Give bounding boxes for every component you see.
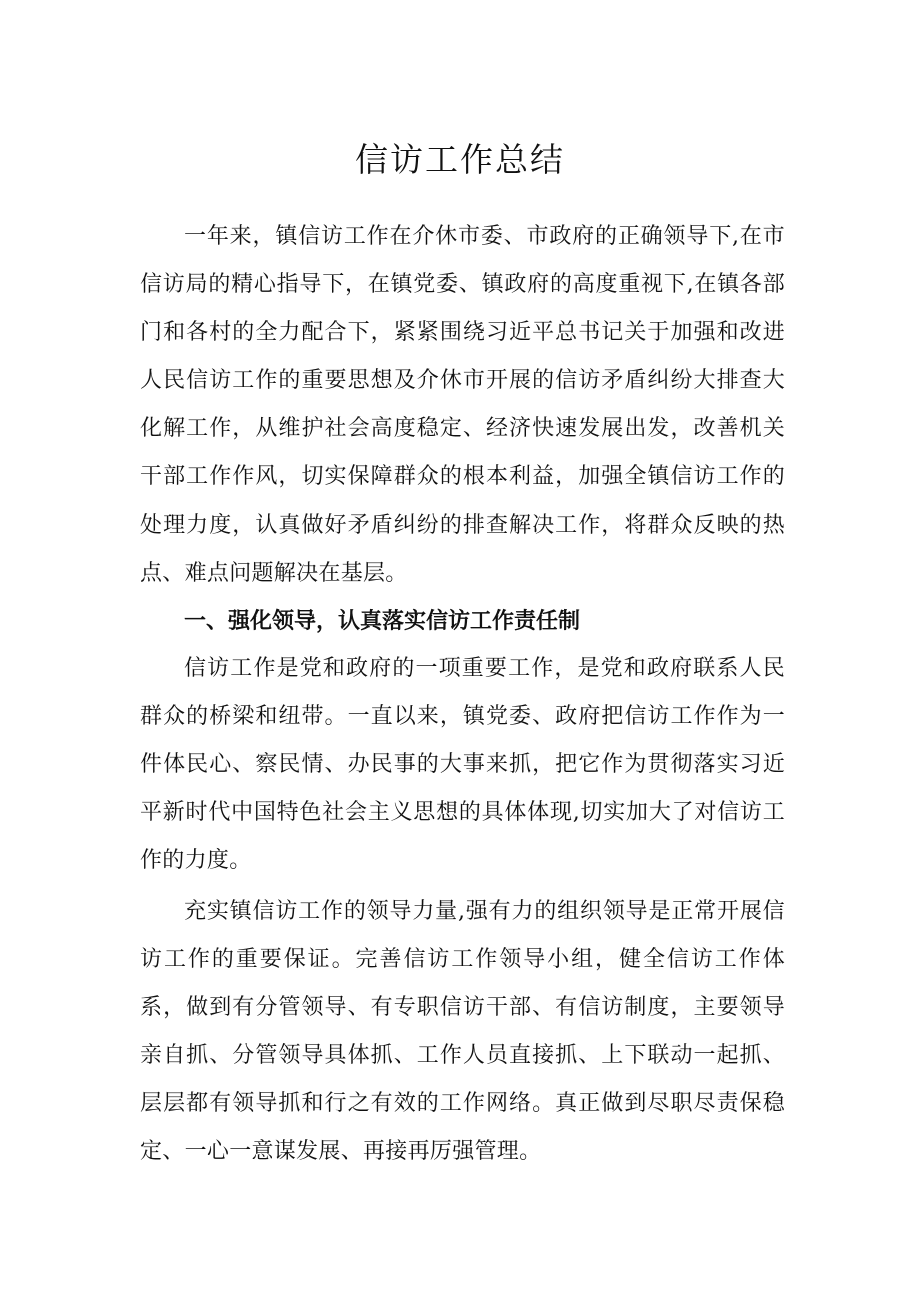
paragraph-section1-b: 充实镇信访工作的领导力量,强有力的组织领导是正常开展信访工作的重要保证。完善信访工作领导小组，健全信访工作体系，做到有分管领导、有专职信访干部、有信访制度，主要领导亲自抓、分管领导具体抓、工作人员直接抓、上下联动一起抓、层层都有领导抓和行之有效的工作网络。真正做到尽职尽责保稳定、一心一意谋发展、再接再厉强管理。 — [140, 899, 785, 1165]
paragraph-intro: 一年来，镇信访工作在介休市委、市政府的正确领导下,在市信访局的精心指导下，在镇党委、镇政府的高度重视下,在镇各部门和各村的全力配合下，紧紧围绕习近平总书记关于加强和改进人民信访工作的重要思想及介休市开展的信访矛盾纠纷大排查大化解工作，从维护社会高度稳定、经济快速发展出发，改善机关干部工作作风，切实保障群众的根本利益，加强全镇信访工作的处理力度，认真做好矛盾纠纷的排查解决工作，将群众反映的热点、难点问题解决在基层。 — [140, 224, 785, 586]
section-heading-1: 一、强化领导，认真落实信访工作责任制 — [184, 609, 581, 634]
paragraph-section1-a: 信访工作是党和政府的一项重要工作，是党和政府联系人民群众的桥梁和纽带。一直以来，镇党委、政府把信访工作作为一件体民心、察民情、办民事的大事来抓，把它作为贯彻落实习近平新时代中国特色社会主义思想的具体体现,切实加大了对信访工作的力度。 — [140, 656, 785, 874]
document-title: 信访工作总结 — [355, 140, 565, 179]
